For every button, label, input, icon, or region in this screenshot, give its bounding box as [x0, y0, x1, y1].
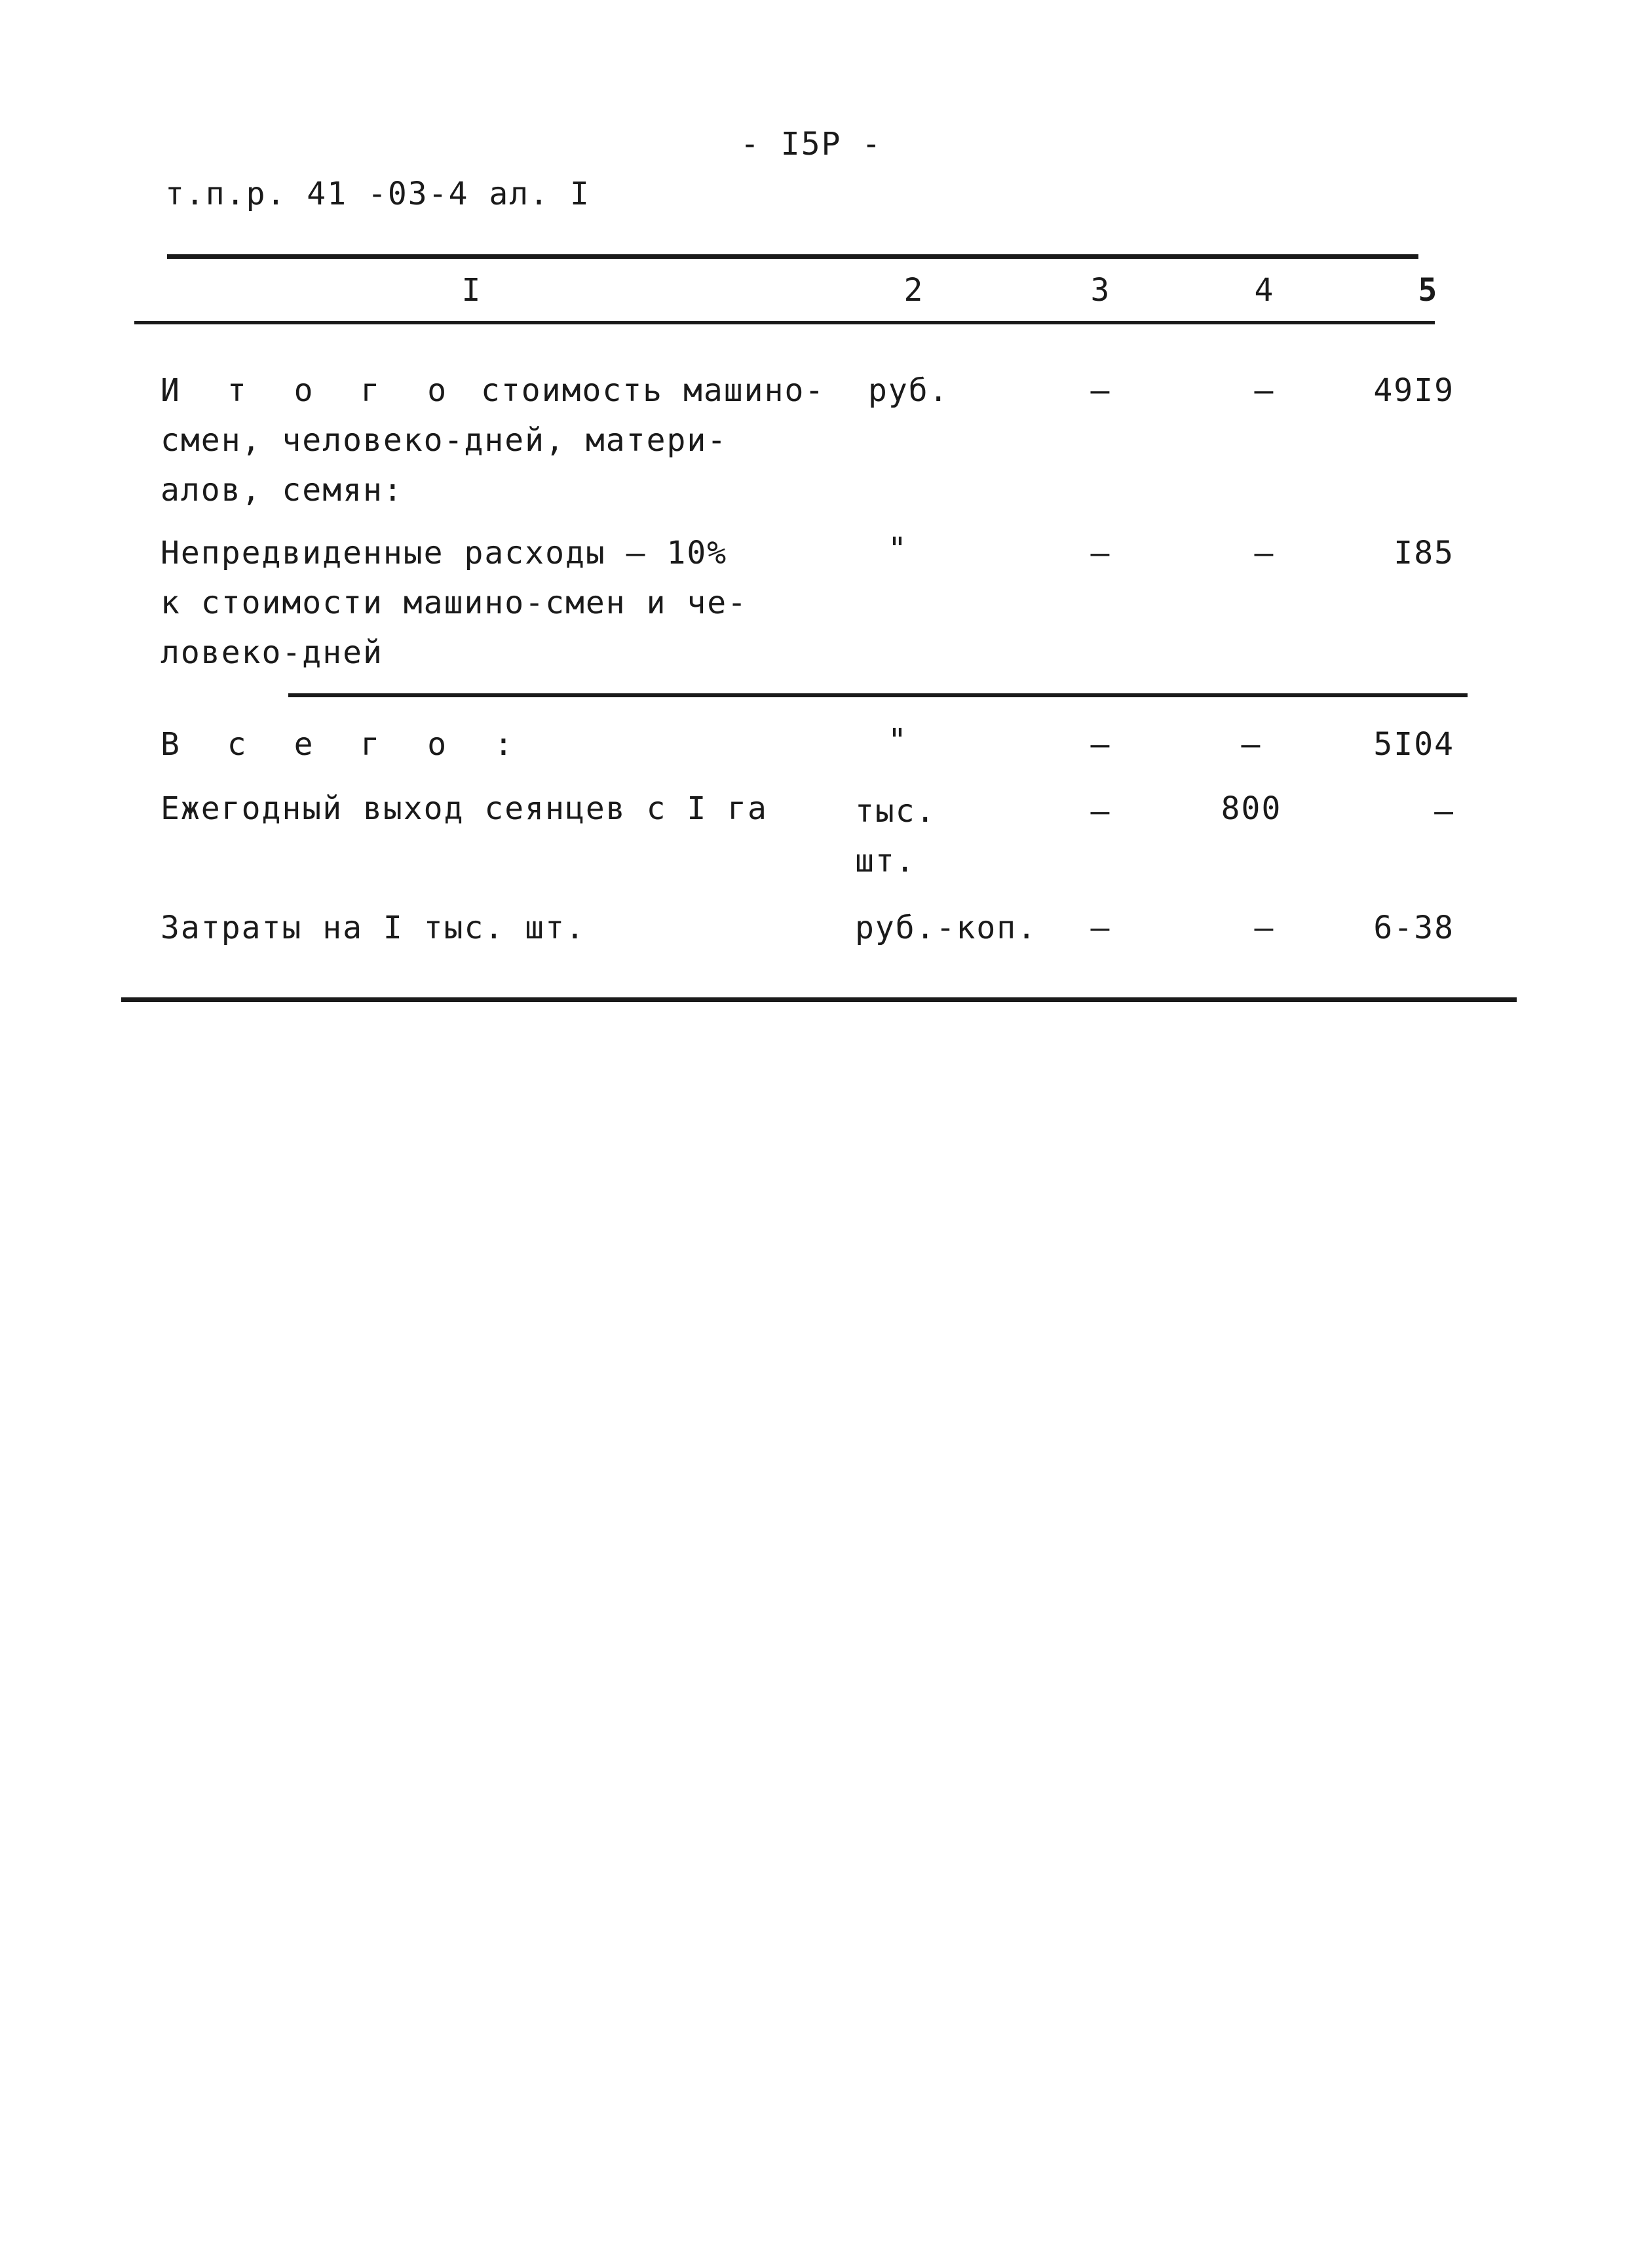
header-bottom-rule — [134, 321, 1435, 324]
row-label-line: алов, семян: — [161, 472, 404, 509]
row-col4: – — [1254, 535, 1275, 571]
row-col3: – — [1090, 793, 1111, 830]
row-label-line: смен, человеко-дней, матери- — [161, 422, 728, 459]
row-col5: I85 — [1394, 535, 1454, 571]
row-col5: 49I9 — [1373, 372, 1454, 409]
row-col3: – — [1090, 372, 1111, 409]
row-unit: руб.-коп. — [855, 910, 1038, 946]
table-top-rule — [167, 254, 1418, 259]
col-header-1: I — [461, 272, 482, 309]
row-unit-line: шт. — [855, 843, 916, 879]
row-col5: 6-38 — [1373, 910, 1454, 946]
row-unit: " — [888, 531, 908, 567]
row-col3: – — [1090, 535, 1111, 571]
row-col5: 5I04 — [1373, 726, 1454, 763]
row-col4: – — [1241, 726, 1262, 763]
document-reference: т.п.р. 41 -03-4 ал. I — [165, 176, 590, 212]
row-label-line: к стоимости машино-смен и че- — [161, 585, 748, 621]
row-col4: – — [1254, 910, 1275, 946]
row-col4: 800 — [1221, 790, 1282, 827]
table-bottom-rule — [121, 997, 1517, 1002]
row-unit-line: тыс. — [855, 793, 936, 830]
row-unit: руб. — [868, 372, 949, 409]
row-label-line: И т о г о стоимость машино- — [161, 372, 825, 409]
row-label-line: Ежегодный выход сеянцев с I га — [161, 790, 768, 827]
row-unit: " — [888, 722, 908, 759]
col-header-2: 2 — [903, 272, 924, 309]
row-label-line: ловеко-дней — [161, 634, 383, 671]
row-col5: – — [1434, 793, 1454, 830]
row-label-line: Непредвиденные расходы – 10% — [161, 535, 728, 571]
col-header-3: 3 — [1090, 272, 1111, 309]
subtotal-rule — [288, 693, 1468, 697]
row-col3: – — [1090, 726, 1111, 763]
row-col3: – — [1090, 910, 1111, 946]
page-number: - I5P - — [740, 126, 882, 163]
row-label-line: В с е г о : — [161, 726, 527, 763]
col-header-4: 4 — [1254, 272, 1275, 309]
row-col4: – — [1254, 372, 1275, 409]
col-header-5: 5 — [1418, 272, 1439, 309]
row-label-line: Затраты на I тыс. шт. — [161, 910, 586, 946]
